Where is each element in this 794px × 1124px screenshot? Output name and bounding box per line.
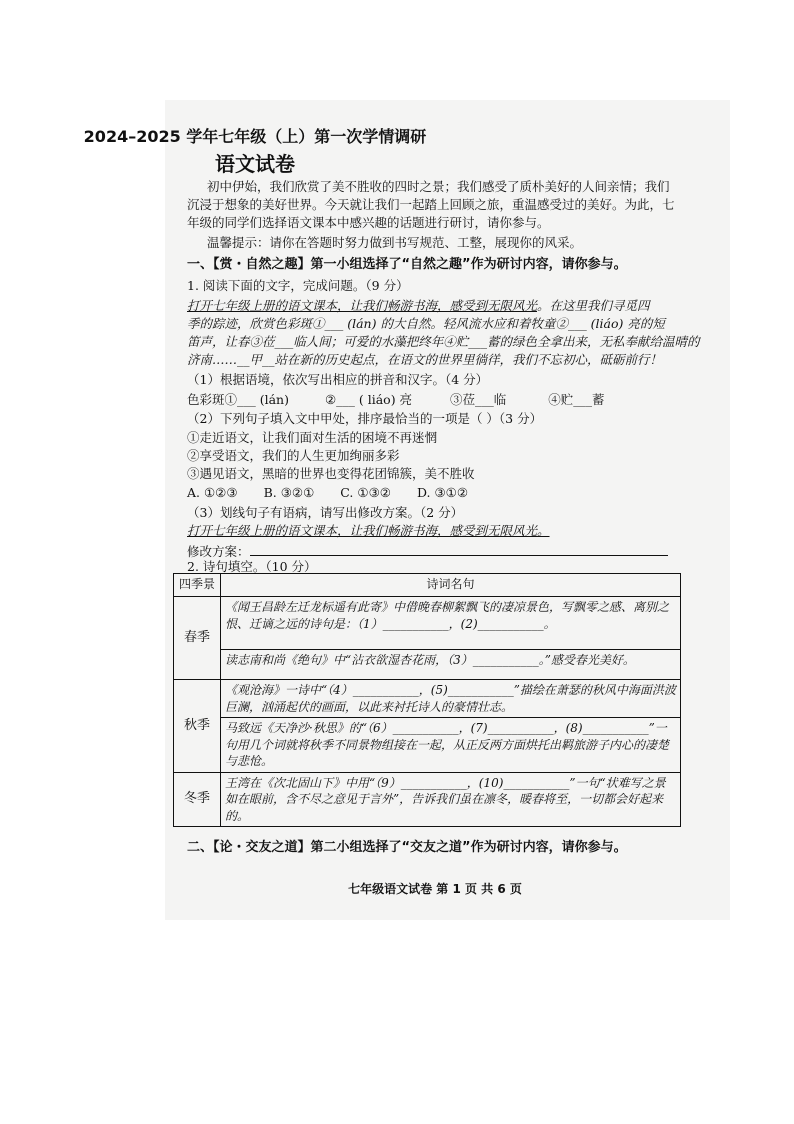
subquestion-2: （2）下列句子填入文中甲处，排序最恰当的一项是（ ）（3 分）: [187, 411, 543, 426]
table-header-row: [174, 574, 681, 597]
table-row-autumn-2: [174, 718, 681, 773]
subquestion-3: （3）划线句子有语病，请写出修改方案。（2 分）: [187, 505, 464, 520]
season-spring: 春季: [174, 597, 221, 680]
choice-a: A. ①②③: [187, 485, 238, 500]
intro-line-1: 初中伊始，我们欣赏了美不胜收的四时之景；我们感受了质朴美好的人间亲情；我们: [207, 179, 670, 194]
spring-item-2[interactable]: 读志南和尚《绝句》中“沾衣欲湿杏花雨，（3）___________。”感受春光美好。: [221, 650, 681, 680]
question-2-label: 2. 诗句填空。（10 分）: [187, 559, 317, 574]
exam-title: 2024–2025 学年七年级（上）第一次学情调研: [83, 127, 427, 146]
item-zhu: ④贮___蓄: [548, 392, 605, 407]
choice-d: D. ③①②: [416, 485, 469, 500]
intro-line-2: 沉浸于想象的美好世界。今天就让我们一起踏上回顾之旅，重温感受过的美好。为此，七: [187, 197, 675, 212]
spring-item-1[interactable]: 《闻王昌龄左迁龙标遥有此寄》中借晚春柳絮飘飞的凄凉景色，写飘零之感、离别之恨、迁谪之远的诗句是：（1）___________，(2)___________。: [221, 597, 681, 650]
header-lines: 诗词名句: [221, 574, 681, 597]
autumn-item-1[interactable]: 《观沧海》一诗中“（4）___________，(5)___________”描绘在萧瑟的秋风中海面洪波巨澜，汹涌起伏的画面，以此来衬托诗人的豪情壮志。: [221, 680, 681, 718]
answer-choices: [187, 485, 468, 501]
item-li: ③莅___临: [450, 392, 507, 407]
passage-line-1: 打开七年级上册的语文课本，让我们畅游书海，感受到无限风光。在这里我们寻觅四: [187, 298, 650, 313]
item-lan: 色彩斑①___ (lán): [187, 392, 289, 407]
season-winter: 冬季: [174, 772, 221, 827]
intro-tip: 温馨提示：请你在答题时努力做到书写规范、工整，展现你的风采。: [207, 235, 583, 250]
passage-line-2: 季的踪迹，欣赏色彩斑①___ (lán) 的大自然。轻风流水应和着牧童②___ (liáo) 亮的短: [187, 316, 665, 331]
table-row-spring-2: [174, 650, 681, 680]
fix-row: [187, 543, 668, 560]
exam-subtitle: 语文试卷: [215, 152, 295, 176]
option-3: ③遇见语文，黑暗的世界也变得花团锦簇，美不胜收: [187, 466, 475, 481]
choice-b: B. ③②①: [263, 485, 315, 500]
choice-c: C. ①③②: [340, 485, 391, 500]
section2-heading: 二、【论・交友之道】第二小组选择了“交友之道”作为研讨内容，请你参与。: [187, 840, 627, 855]
table-row-autumn-1: [174, 680, 681, 718]
table-row-spring-1: [174, 597, 681, 650]
item-liao: ②___ ( liáo) 亮: [324, 392, 413, 407]
table-row-winter: [174, 772, 681, 827]
fix-answer-line[interactable]: [250, 543, 668, 556]
subquestion-1-items: [187, 392, 605, 408]
fix-label: 修改方案：: [187, 544, 250, 559]
autumn-item-2[interactable]: 马致远《天净沙·秋思》的“（6）___________，(7)___________，(8)___________”一句用几个词就将秋季不同景物组接在一起，从正反两方面烘托出羁旅游子内心的凄楚与悲怆。: [221, 718, 681, 773]
section1-heading: 一、【赏・自然之趣】第一小组选择了“自然之趣”作为研讨内容，请你参与。: [187, 257, 627, 272]
passage-line-4: 济南……__甲__站在新的历史起点，在语文的世界里徜徉，我们不忘初心，砥砺前行！: [187, 352, 663, 367]
poem-table: [173, 573, 681, 827]
question-1-label: 1. 阅读下面的文字，完成问题。（9 分）: [187, 278, 409, 293]
season-autumn: 秋季: [174, 680, 221, 773]
underlined-sentence: 打开七年级上册的语文课本，让我们畅游书海，感受到无限风光: [187, 298, 538, 313]
subquestion-1: （1）根据语境，依次写出相应的拼音和汉字。（4 分）: [187, 372, 489, 387]
option-2: ②享受语文，我们的人生更加绚丽多彩: [187, 448, 400, 463]
flawed-sentence: 打开七年级上册的语文课本，让我们畅游书海，感受到无限风光。: [187, 523, 550, 538]
intro-line-3: 年级的同学们选择语文课本中感兴趣的话题进行研讨，请你参与。: [187, 215, 550, 230]
winter-item-1[interactable]: 王湾在《次北固山下》中用“（9）___________，(10)___________”一句“状难写之景如在眼前，含不尽之意见于言外”，告诉我们虽在凛冬，暖春将至，一切都会好起来的。: [221, 772, 681, 827]
header-season: 四季景: [174, 574, 221, 597]
page-footer: 七年级语文试卷 第 1 页 共 6 页: [348, 882, 522, 896]
passage-line-3: 笛声，让春③莅___临人间；可爱的水藻把终年④贮___蓄的绿色全拿出来，无私奉献给温晴的: [187, 334, 700, 349]
option-1: ①走近语文，让我们面对生活的困境不再迷惘: [187, 430, 438, 445]
